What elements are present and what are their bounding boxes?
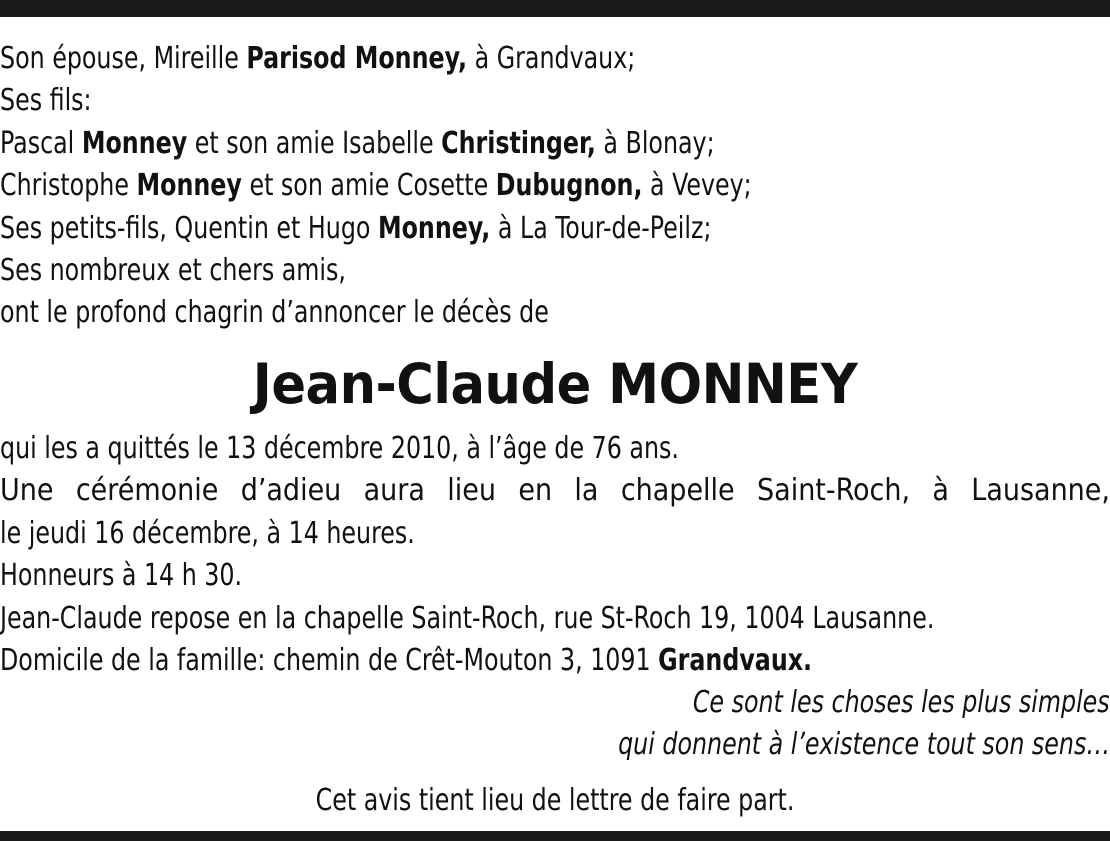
place-name: Grandvaux. xyxy=(658,642,813,678)
text-segment: Jean-Claude repose en la chapelle Saint-Roch, rue St-Roch 19, 1004 Lausanne. xyxy=(0,600,935,636)
justified-word: aura xyxy=(363,473,425,509)
text-segment: Christophe xyxy=(0,168,137,204)
text-segment: Cet avis tient lieu de lettre de faire part. xyxy=(315,783,795,818)
family-name: Monney, xyxy=(377,210,491,246)
text-segment: et son amie Isabelle xyxy=(187,125,442,161)
death-date-line xyxy=(0,428,1110,470)
text-segment: Ses petits-fils, Quentin et Hugo xyxy=(0,210,378,246)
text-segment: Ce sont les choses les plus simples xyxy=(693,685,1110,720)
ceremony-date-line xyxy=(0,513,1110,555)
family-name: Monney xyxy=(136,168,242,204)
justified-word: Saint-Roch, xyxy=(757,473,911,509)
text-segment: et son amie Cosette xyxy=(241,168,496,204)
justified-word: lieu xyxy=(447,473,496,509)
bottom-border-rule xyxy=(0,831,1110,841)
announcement-line-grandsons xyxy=(0,208,1110,250)
announcement-line-son-christophe xyxy=(0,165,1110,207)
text-segment: Son épouse, Mireille xyxy=(0,41,247,76)
text-segment: Ses nombreux et chers amis, xyxy=(0,252,346,288)
family-announcement xyxy=(0,38,1110,335)
text-segment: à La Tour-de-Peilz; xyxy=(490,210,712,246)
text-segment: à Grandvaux; xyxy=(467,41,636,76)
justified-word: d’adieu xyxy=(240,473,342,509)
text-segment: Pascal xyxy=(0,125,82,161)
text-segment: qui donnent à l’existence tout son sens… xyxy=(617,727,1110,762)
text-segment: le jeudi 16 décembre, à 14 heures. xyxy=(0,515,415,551)
justified-word: à xyxy=(932,473,949,509)
text-segment: Domicile de la famille: chemin de Crêt-Mouton 3, 1091 xyxy=(0,642,659,678)
justified-word: chapelle xyxy=(620,473,735,509)
justified-word: Lausanne, xyxy=(971,473,1110,509)
text-segment: à Blonay; xyxy=(595,125,715,161)
ceremony-location-line xyxy=(0,470,1110,512)
family-address-line xyxy=(0,640,1110,682)
announcement-line-son-pascal xyxy=(0,123,1110,165)
text-segment: Ses fils: xyxy=(0,83,92,119)
closing-statement xyxy=(0,780,1110,822)
text-segment: à Vevey; xyxy=(642,168,752,204)
quote-line-2 xyxy=(0,724,1110,766)
family-name: Parisod Monney, xyxy=(246,41,468,76)
top-border-rule xyxy=(0,0,1110,17)
text-segment: ont le profond chagrin d’annoncer le décès de xyxy=(0,295,549,331)
justified-word: en xyxy=(518,473,553,509)
text-segment: qui les a quittés le 13 décembre 2010, à l’âge de 76 ans. xyxy=(0,431,679,466)
announcement-line-intro-sentence xyxy=(0,292,1110,334)
memorial-quote xyxy=(0,682,1110,766)
quote-line-1 xyxy=(0,682,1110,724)
family-name: Christinger, xyxy=(441,125,596,161)
justified-word: la xyxy=(574,473,599,509)
announcement-line-friends xyxy=(0,250,1110,292)
family-name: Dubugnon, xyxy=(495,168,643,204)
deceased-name-heading xyxy=(0,342,1110,426)
justified-word: cérémonie xyxy=(75,473,219,509)
honors-time-line xyxy=(0,555,1110,597)
funeral-details xyxy=(0,428,1110,682)
justified-word: Une xyxy=(0,473,54,509)
announcement-line-spouse xyxy=(0,38,1110,80)
repose-location-line xyxy=(0,598,1110,640)
deceased-name: Jean-Claude MONNEY xyxy=(252,352,858,416)
announcement-line-sons-heading xyxy=(0,80,1110,122)
text-segment: Honneurs à 14 h 30. xyxy=(0,558,243,594)
family-name: Monney xyxy=(81,125,188,161)
